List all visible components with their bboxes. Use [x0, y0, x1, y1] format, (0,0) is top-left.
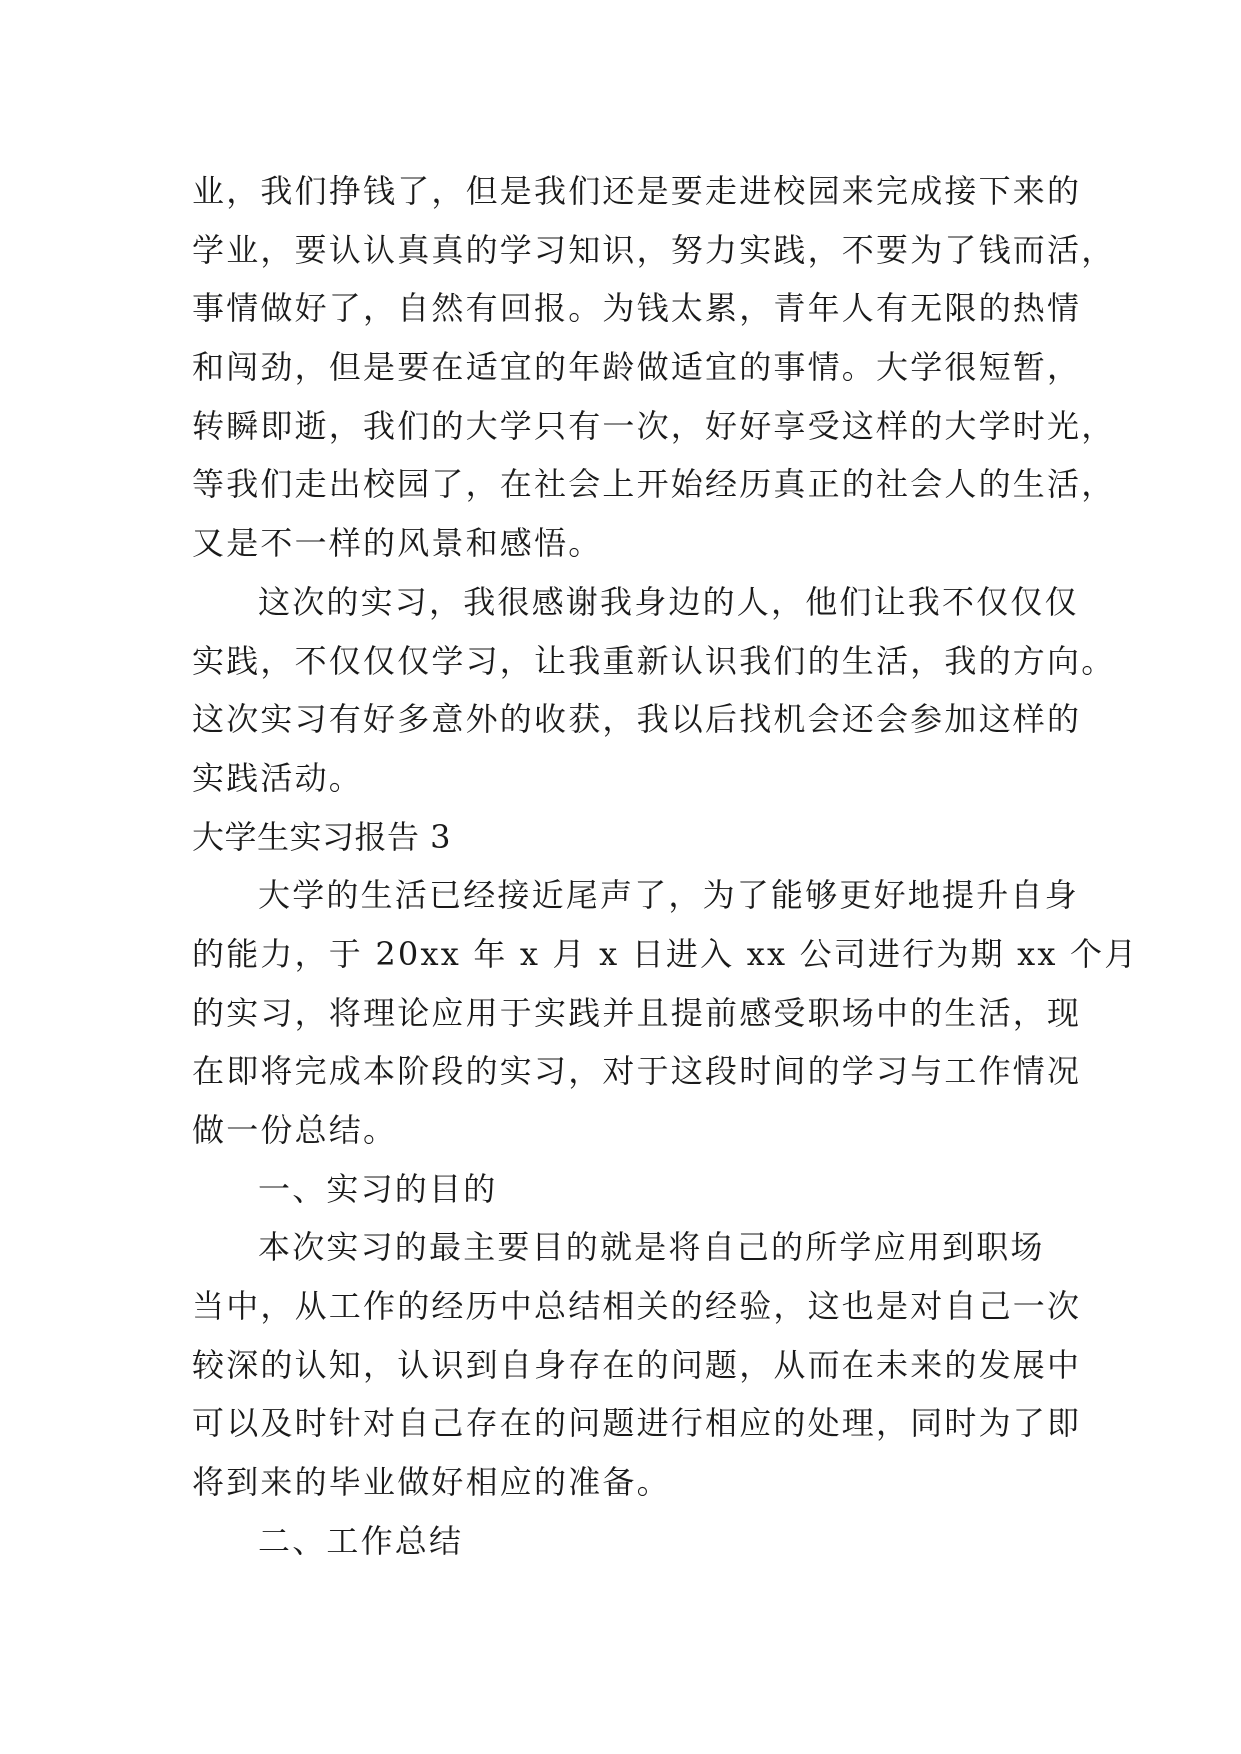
body-line: 又是不一样的风景和感悟。: [192, 524, 603, 563]
body-line: 业，我们挣钱了，但是我们还是要走进校园来完成接下来的: [192, 172, 1082, 210]
body-line: 可以及时针对自己存在的问题进行相应的处理，同时为了即: [192, 1404, 1082, 1443]
paragraph-start-line: 大学的生活已经接近尾声了，为了能够更好地提升自身: [258, 876, 1079, 915]
body-line: 等我们走出校园了，在社会上开始经历真正的社会人的生活，: [192, 465, 1116, 504]
document-body: [192, 162, 1139, 1571]
body-line: 事情做好了，自然有回报。为钱太累，青年人有无限的热情: [192, 289, 1082, 328]
body-line: 做一份总结。: [192, 1111, 398, 1149]
body-line: 将到来的毕业做好相应的准备。: [192, 1463, 671, 1502]
body-line: 和闯劲，但是要在适宜的年龄做适宜的事情。大学很短暂，: [192, 348, 1082, 387]
body-line: 实践活动。: [192, 758, 364, 797]
body-line: 在即将完成本阶段的实习，对于这段时间的学习与工作情况: [192, 1052, 1082, 1091]
body-line: 学业，要认认真真的学习知识，努力实践，不要为了钱而活，: [192, 230, 1116, 269]
paragraph-start-line: 这次的实习，我很感谢我身边的人，他们让我不仅仅仅: [258, 582, 1079, 621]
body-line: 实践，不仅仅仅学习，让我重新认识我们的生活，我的方向。: [192, 641, 1116, 680]
paragraph-start-line: 本次实习的最主要目的就是将自己的所学应用到职场: [258, 1228, 1045, 1267]
subsection-heading: 一、实习的目的: [258, 1169, 498, 1208]
subsection-heading: 二、工作总结: [258, 1521, 464, 1560]
body-line: 的能力，于 20xx 年 x 月 x 日进入 xx 公司进行为期 xx 个月: [192, 934, 1139, 973]
body-line: 的实习，将理论应用于实践并且提前感受职场中的生活，现: [192, 993, 1082, 1032]
body-line: 当中，从工作的经历中总结相关的经验，这也是对自己一次: [192, 1287, 1082, 1326]
body-line: 较深的认知，认识到自身存在的问题，从而在未来的发展中: [192, 1345, 1082, 1384]
body-line: 转瞬即逝，我们的大学只有一次，好好享受这样的大学时光，: [192, 406, 1116, 445]
body-line: 这次实习有好多意外的收获，我以后找机会还会参加这样的: [192, 700, 1082, 739]
section-title: 大学生实习报告 3: [192, 817, 452, 856]
